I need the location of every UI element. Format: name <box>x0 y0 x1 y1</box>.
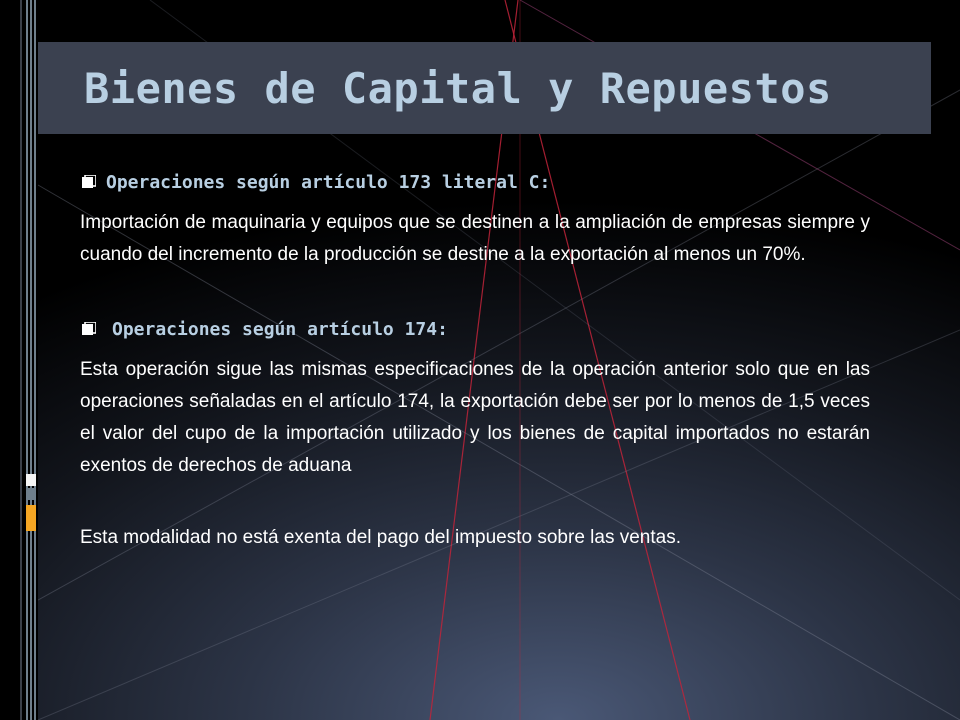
section-body-173: Importación de maquinaria y equipos que se destinen a la ampliación de empresas siempre y cuando del incremento de la producción se destine a la exportación al menos un 70%. <box>80 212 870 265</box>
square-checkbox-icon <box>82 175 96 189</box>
square-checkbox-icon <box>82 322 96 336</box>
section-heading-text: Operaciones según artículo 173 literal C: <box>106 171 551 193</box>
slide-title: Bienes de Capital y Repuestos <box>84 64 832 113</box>
section-heading-174 <box>80 315 870 343</box>
section-heading-173 <box>80 168 870 196</box>
tax-note: Esta modalidad no está exenta del pago del impuesto sobre las ventas. <box>80 527 681 548</box>
left-accent-decoration <box>0 0 38 720</box>
slide-content <box>80 168 870 554</box>
section-heading-text: Operaciones según artículo 174: <box>112 318 448 340</box>
section-body-174: Esta operación sigue las mismas especificaciones de la operación anterior solo que en las operaciones señaladas en el artículo 174, la exportación debe ser por lo menos de 1,5 veces el valor del cupo de la importación utilizado y los bienes de capital importados no estarán exentos de derechos de aduana <box>80 359 870 476</box>
